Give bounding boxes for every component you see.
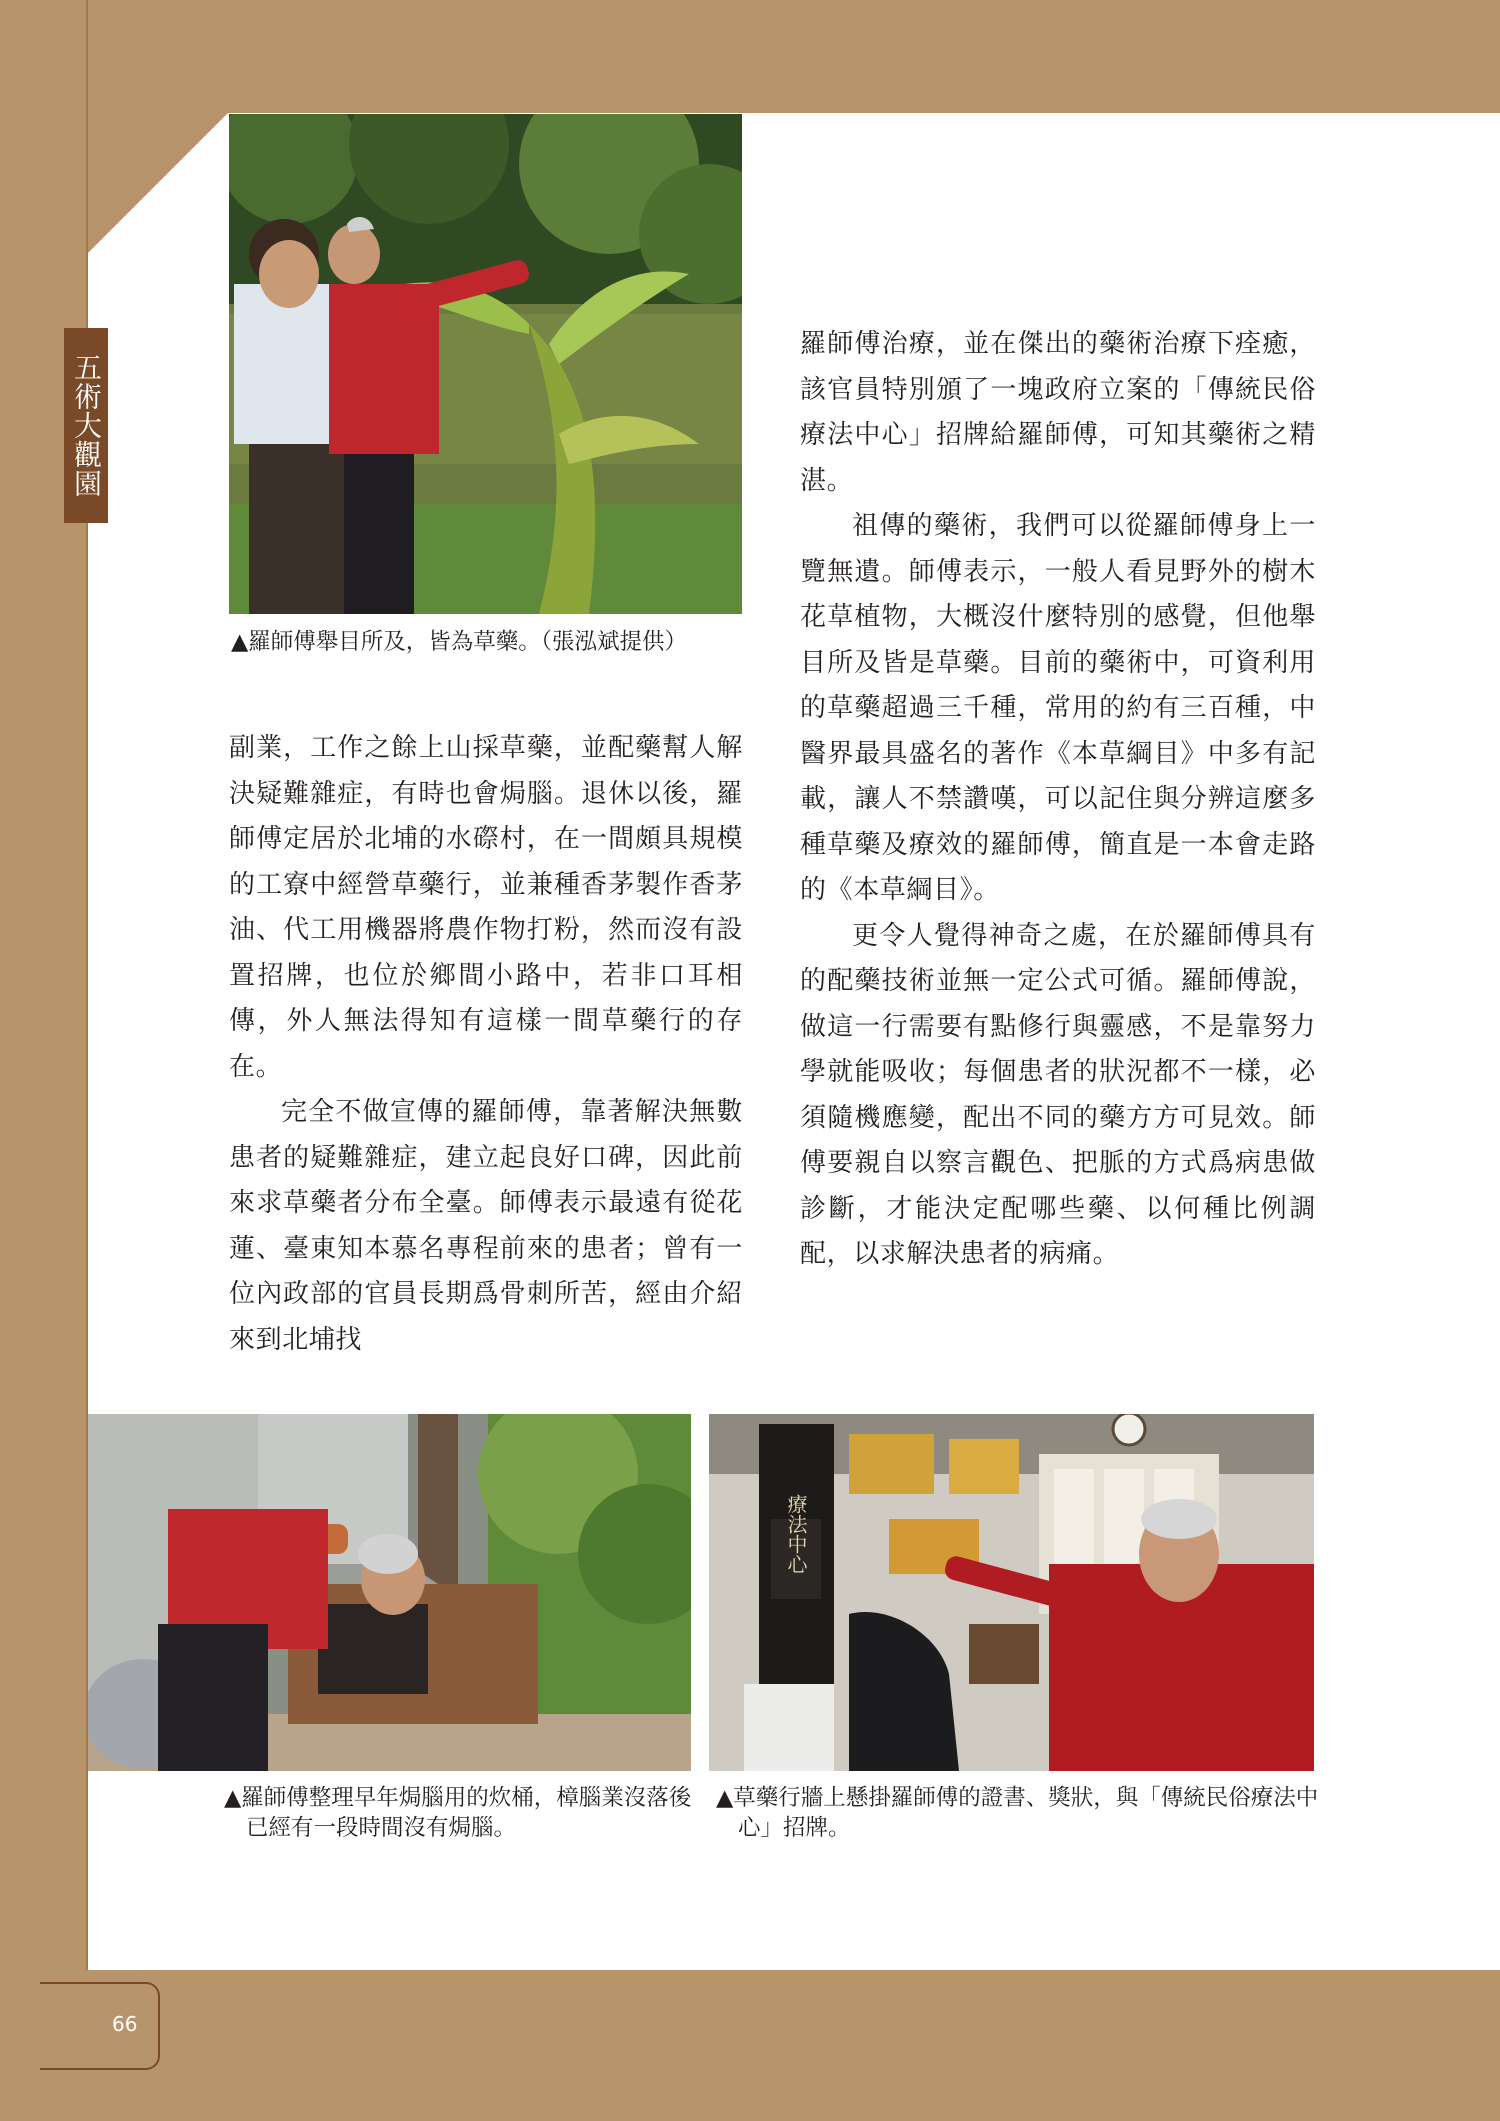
- top-band: [0, 0, 1500, 113]
- article-column-1: [229, 726, 743, 1363]
- bottom-band: [0, 1970, 1500, 2121]
- page-number-frame: [40, 1982, 160, 2070]
- photo-wall-caption: [716, 1783, 1321, 1843]
- photo-wall-caption-text: ▲草藥行牆上懸掛羅師傅的證書、獎狀，與「傳統民俗療法中心」招牌。: [716, 1785, 1319, 1841]
- article-paragraph: 副業，工作之餘上山採草藥，並配藥幫人解決疑難雜症，有時也會焗腦。退休以後，羅師傅定居於北埔的水磜村，在一間頗具規模的工寮中經營草藥行，並兼種香茅製作香茅油、代工用機器將農作物打粉，然而沒有設置招牌，也位於鄉間小路中，若非口耳相傳，外人無法得知有這樣一間草藥行的存在。: [229, 733, 743, 1082]
- corner-fold: [88, 113, 228, 253]
- wall-sign-text: 療法中心: [784, 1494, 808, 1574]
- left-band-rule: [86, 0, 88, 2121]
- article-paragraph: 羅師傅治療，並在傑出的藥術治療下痊癒，該官員特別頒了一塊政府立案的「傳統民俗療法中心」招牌給羅師傅，可知其藥術之精湛。: [800, 329, 1316, 496]
- article-paragraph: 祖傳的藥術，我們可以從羅師傅身上一覽無遺。師傅表示，一般人看見野外的樹木花草植物，大概沒什麼特別的感覺，但他舉目所及皆是草藥。目前的藥術中，可資利用的草藥超過三千種，常用的約有三百種，中醫界最具盛名的著作《本草綱目》中多有記載，讓人不禁讚嘆，可以記住與分辨這麼多種草藥及療效的羅師傅，簡直是一本會走路的《本草綱目》。: [800, 511, 1316, 905]
- photo-furnace-caption: [224, 1783, 698, 1843]
- article-column-2: [800, 322, 1316, 1278]
- photo-herbs-caption: ▲羅師傅舉目所及，皆為草藥。（張泓斌提供）: [231, 629, 688, 655]
- left-band: [0, 0, 86, 2121]
- photo-furnace: [88, 1414, 691, 1771]
- section-tab: 五術大觀園: [64, 328, 108, 523]
- photo-herbs: [229, 114, 742, 614]
- article-paragraph: 更令人覺得神奇之處，在於羅師傅具有的配藥技術並無一定公式可循。羅師傅說，做這一行需要有點修行與靈感，不是靠努力學就能吸收；每個患者的狀況都不一樣，必須隨機應變，配出不同的藥方方可見效。師傅要親自以察言觀色、把脈的方式爲病患做診斷，才能決定配哪些藥、以何種比例調配，以求解決患者的病痛。: [800, 920, 1316, 1269]
- article-paragraph: 完全不做宣傳的羅師傅，靠著解決無數患者的疑難雜症，建立起良好口碑，因此前來求草藥者分布全臺。師傅表示最遠有從花蓮、臺東知本慕名專程前來的患者；曾有一位內政部的官員長期爲骨刺所苦，經由介紹來到北埔找: [229, 1097, 743, 1355]
- photo-wall: [709, 1414, 1314, 1771]
- photo-furnace-caption-text: ▲羅師傅整理早年焗腦用的炊桶，樟腦業沒落後已經有一段時間沒有焗腦。: [224, 1785, 692, 1841]
- page-number: 66: [112, 2012, 138, 2036]
